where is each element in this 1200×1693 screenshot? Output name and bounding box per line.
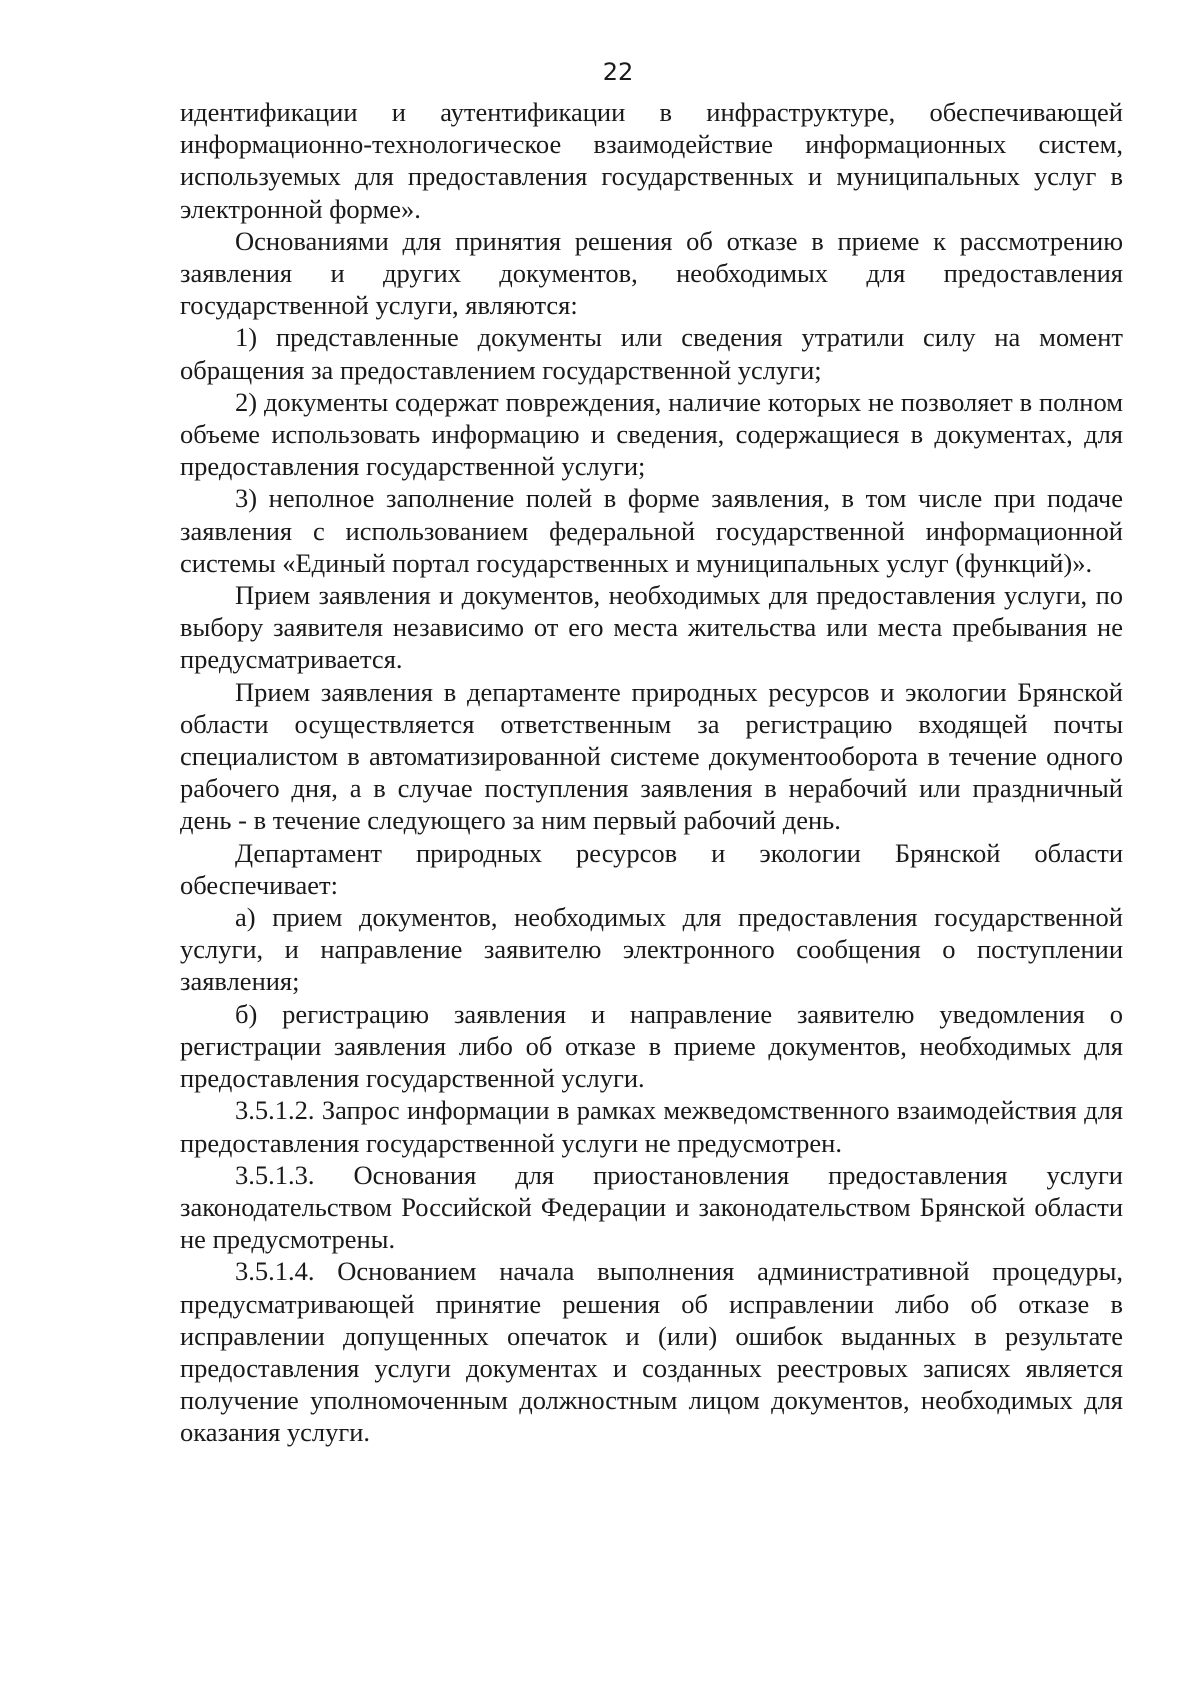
paragraph-section-3-5-1-4: 3.5.1.4. Основанием начала выполнения административной процедуры, предусматривающей принятие решения об исправлении либо об отказе в исправлении допущенных опечаток и (или) ошибок выданных в результате предоставления услуги документах и созданных реестровых записях является получение уполномоченным должностным лицом документов, необходимых для оказания услуги. <box>180 1256 1123 1448</box>
paragraph-section-3-5-1-2: 3.5.1.2. Запрос информации в рамках межведомственного взаимодействия для предоставления государственной услуги не предусмотрен. <box>180 1095 1123 1158</box>
paragraph-item-3: 3) неполное заполнение полей в форме заявления, в том числе при подаче заявления с использованием федеральной государственной информационной системы «Единый портал государственных и муниципальных услуг (функций)». <box>180 483 1123 578</box>
paragraph-item-a: а) прием документов, необходимых для предоставления государственной услуги, и направление заявителю электронного сообщения о поступлении заявления; <box>180 902 1123 997</box>
paragraph-reception-department: Прием заявления в департаменте природных ресурсов и экологии Брянской области осуществляется ответственным за регистрацию входящей почты специалистом в автоматизированной системе документооборота в течение одного рабочего дня, а в случае поступления заявления в нерабочий или праздничный день - в течение следующего за ним первый рабочий день. <box>180 676 1123 836</box>
paragraph-item-b: б) регистрацию заявления и направление заявителю уведомления о регистрации заявления либо об отказе в приеме документов, необходимых для предоставления государственной услуги. <box>180 998 1123 1094</box>
paragraph-continuation: идентификации и аутентификации в инфраструктуре, обеспечивающей информационно-технологическое взаимодействие информационных систем, используемых для предоставления государственных и муниципальных услуг в электронной форме». <box>180 97 1123 224</box>
paragraph-item-1: 1) представленные документы или сведения утратили силу на момент обращения за предоставлением государственной услуги; <box>180 322 1123 385</box>
paragraph-section-3-5-1-3: 3.5.1.3. Основания для приостановления предоставления услуги законодательством Российской Федерации и законодательством Брянской области не предусмотрены. <box>180 1159 1123 1255</box>
paragraph-refusal-grounds: Основаниями для принятия решения об отказе в приеме к рассмотрению заявления и других документов, необходимых для предоставления государственной услуги, являются: <box>180 225 1123 321</box>
paragraph-item-2: 2) документы содержат повреждения, наличие которых не позволяет в полном объеме использовать информацию и сведения, содержащиеся в документах, для предоставления государственной услуги; <box>180 386 1123 482</box>
page-number: 22 <box>602 58 634 86</box>
paragraph-reception-place: Прием заявления и документов, необходимых для предоставления услуги, по выбору заявителя независимо от его места жительства или места пребывания не предусматривается. <box>180 580 1123 675</box>
paragraph-department-provides: Департамент природных ресурсов и экологии Брянской области обеспечивает: <box>180 837 1123 900</box>
document-body <box>180 96 1123 1449</box>
